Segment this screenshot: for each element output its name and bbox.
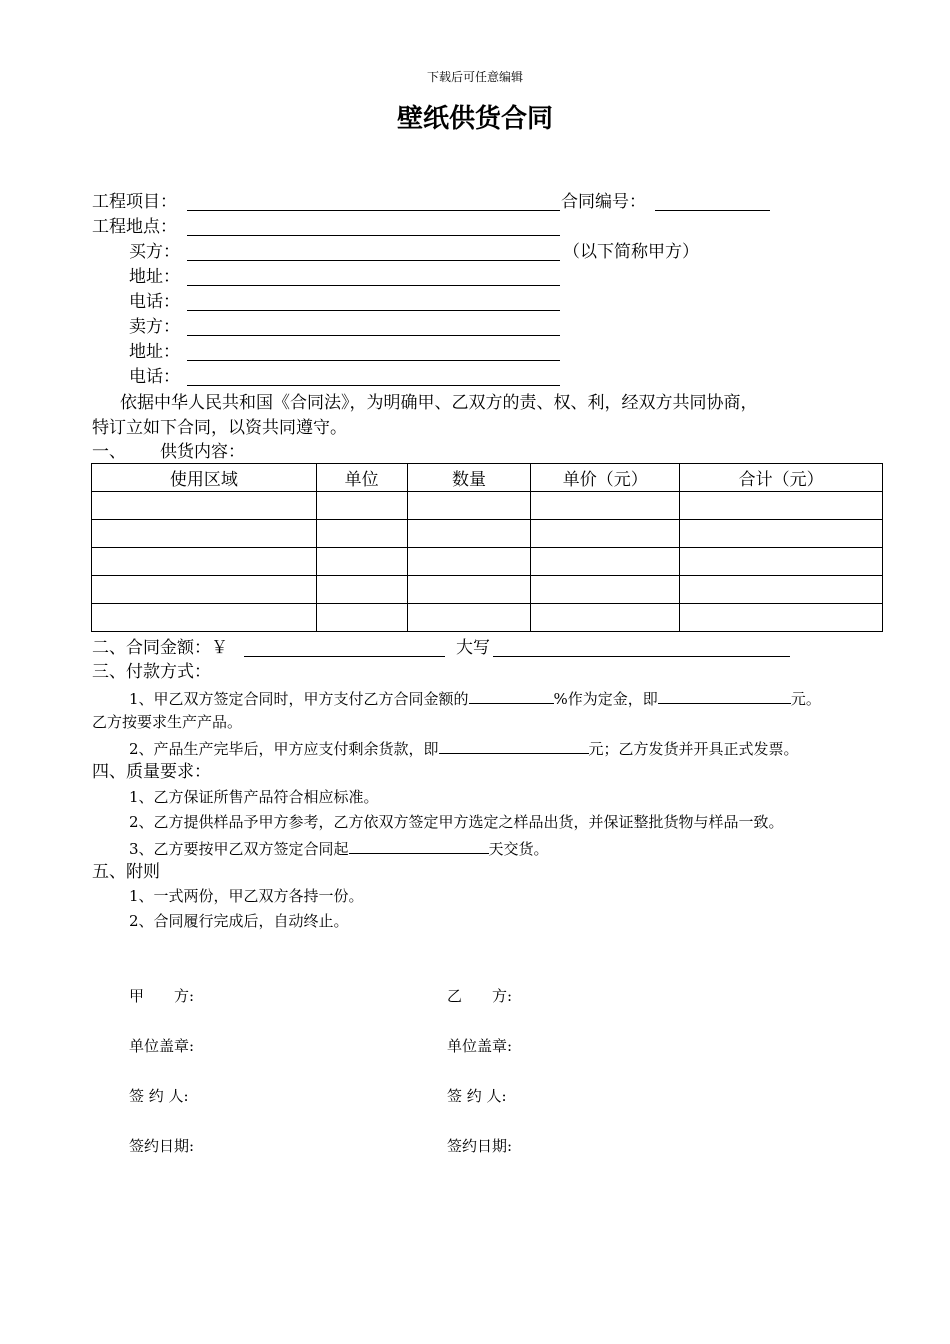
daxie-input-line[interactable]	[493, 656, 790, 657]
signer-b-label: 签 约 人:	[447, 1087, 507, 1105]
delivery-days-blank[interactable]	[349, 837, 489, 854]
location-input-line[interactable]	[187, 235, 560, 236]
table-header-cell: 合计（元）	[680, 464, 883, 492]
seal-a-label: 单位盖章:	[129, 1037, 195, 1055]
table-cell[interactable]	[407, 520, 531, 548]
table-cell[interactable]	[407, 492, 531, 520]
section-5-title: 五、附则	[92, 862, 160, 882]
seller-input-line[interactable]	[187, 335, 560, 336]
payment-item-1	[129, 687, 821, 709]
header-note: 下载后可任意编辑	[426, 70, 523, 84]
seller-phone-label: 电话：	[129, 367, 180, 387]
balance-amount-blank[interactable]	[439, 737, 589, 754]
buyer-address-label: 地址：	[129, 267, 180, 287]
section-1-title: 供货内容：	[160, 442, 245, 462]
intro-line-2: 特订立如下合同，以资共同遵守。	[92, 418, 347, 438]
table-header-cell: 单价（元）	[531, 464, 680, 492]
amount-input-line[interactable]	[244, 656, 445, 657]
seal-b-label: 单位盖章:	[447, 1037, 513, 1055]
table-cell[interactable]	[531, 520, 680, 548]
table-header-cell: 使用区域	[92, 464, 317, 492]
payment-item-2	[129, 737, 799, 759]
section-4-title: 四、质量要求：	[92, 762, 211, 782]
table-cell[interactable]	[316, 520, 407, 548]
table-cell[interactable]	[92, 492, 317, 520]
project-input-line[interactable]	[187, 210, 560, 211]
buyer-phone-input-line[interactable]	[187, 310, 560, 311]
table-row	[92, 520, 883, 548]
table-cell[interactable]	[531, 604, 680, 632]
table-row	[92, 548, 883, 576]
table-cell[interactable]	[92, 576, 317, 604]
payment-item-1-text-a: 1、甲乙双方签定合同时，甲方支付乙方合同金额的	[129, 690, 469, 708]
table-cell[interactable]	[531, 576, 680, 604]
table-cell[interactable]	[407, 548, 531, 576]
quality-item-1: 1、乙方保证所售产品符合相应标准。	[129, 788, 379, 806]
signer-a-label: 签 约 人:	[129, 1087, 189, 1105]
table-cell[interactable]	[407, 604, 531, 632]
date-b-label: 签约日期:	[447, 1137, 513, 1155]
party-b-label: 乙 方:	[447, 987, 513, 1005]
quality-item-3	[129, 837, 549, 859]
seller-address-input-line[interactable]	[187, 360, 560, 361]
document-title: 壁纸供货合同	[396, 104, 553, 134]
table-header-cell: 数量	[407, 464, 531, 492]
deposit-amount-blank[interactable]	[658, 687, 791, 704]
buyer-label: 买方：	[129, 242, 180, 262]
payment-item-2-text-b: 元；乙方发货并开具正式发票。	[588, 740, 799, 758]
contract-no-input-line[interactable]	[655, 210, 770, 211]
table-row	[92, 576, 883, 604]
table-cell[interactable]	[92, 604, 317, 632]
table-cell[interactable]	[407, 576, 531, 604]
party-a-label: 甲 方:	[129, 987, 195, 1005]
table-header-row	[92, 464, 883, 492]
seller-address-label: 地址：	[129, 342, 180, 362]
table-cell[interactable]	[531, 548, 680, 576]
table-cell[interactable]	[680, 520, 883, 548]
table-row	[92, 492, 883, 520]
payment-item-1-line-2: 乙方按要求生产产品。	[92, 713, 243, 731]
table-cell[interactable]	[316, 576, 407, 604]
appendix-item-1: 1、一式两份，甲乙双方各持一份。	[129, 887, 364, 905]
seller-label: 卖方：	[129, 317, 180, 337]
deposit-percent-blank[interactable]	[469, 687, 554, 704]
quality-item-3-text-a: 3、乙方要按甲乙双方签定合同起	[129, 840, 349, 858]
buyer-note: （以下简称甲方）	[563, 242, 699, 262]
section-2-label: 二、合同金额：￥	[92, 638, 228, 658]
date-a-label: 签约日期:	[129, 1137, 195, 1155]
contract-no-label: 合同编号：	[561, 192, 646, 212]
payment-item-1-text-b: %作为定金，即	[553, 690, 658, 708]
table-cell[interactable]	[531, 492, 680, 520]
table-header-cell: 单位	[316, 464, 407, 492]
table-cell[interactable]	[680, 548, 883, 576]
quality-item-2: 2、乙方提供样品予甲方参考，乙方依双方签定甲方选定之样品出货，并保证整批货物与样品一致。	[129, 813, 784, 831]
intro-line-1: 依据中华人民共和国《合同法》，为明确甲、乙双方的责、权、利，经双方共同协商，	[120, 393, 758, 413]
appendix-item-2: 2、合同履行完成后，自动终止。	[129, 912, 349, 930]
payment-item-1-text-c: 元。	[790, 690, 821, 708]
table-row	[92, 604, 883, 632]
section-3-title: 三、付款方式：	[92, 662, 211, 682]
buyer-address-input-line[interactable]	[187, 285, 560, 286]
table-cell[interactable]	[680, 604, 883, 632]
payment-item-2-text-a: 2、产品生产完毕后，甲方应支付剩余货款，即	[129, 740, 439, 758]
supply-table	[91, 463, 883, 632]
table-cell[interactable]	[92, 520, 317, 548]
location-label: 工程地点：	[92, 217, 177, 237]
table-cell[interactable]	[316, 604, 407, 632]
quality-item-3-text-b: 天交货。	[488, 840, 549, 858]
seller-phone-input-line[interactable]	[187, 385, 560, 386]
table-cell[interactable]	[316, 492, 407, 520]
buyer-phone-label: 电话：	[129, 292, 180, 312]
table-cell[interactable]	[680, 576, 883, 604]
project-label: 工程项目：	[92, 192, 177, 212]
table-cell[interactable]	[680, 492, 883, 520]
table-cell[interactable]	[316, 548, 407, 576]
table-cell[interactable]	[92, 548, 317, 576]
daxie-label: 大写	[456, 638, 490, 658]
section-1-number: 一、	[92, 442, 126, 462]
buyer-input-line[interactable]	[187, 260, 560, 261]
